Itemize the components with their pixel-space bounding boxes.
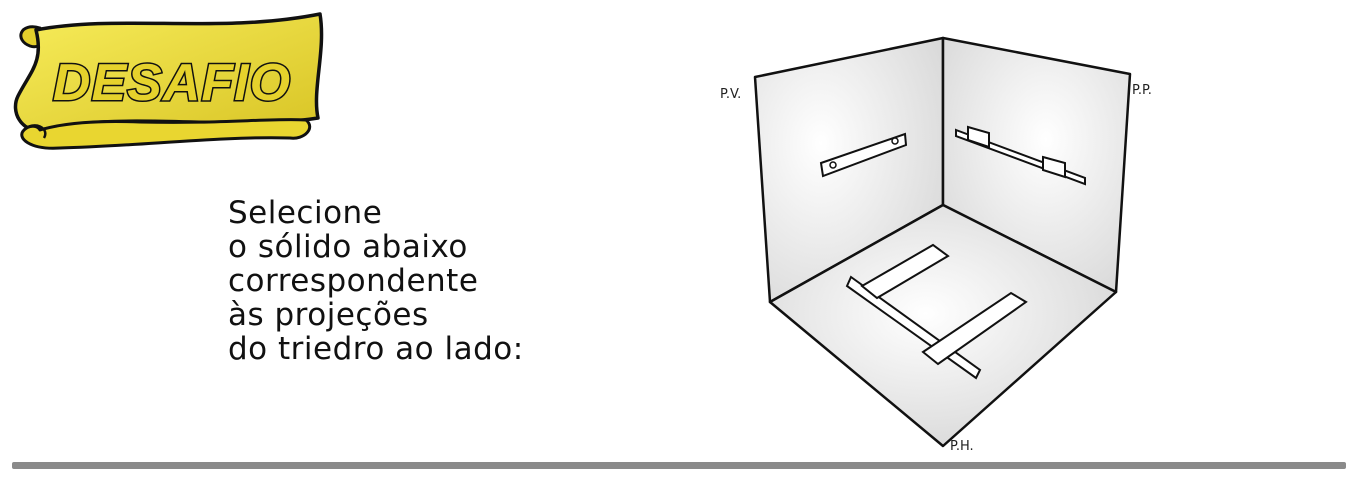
label-ph: P.H. (950, 439, 974, 454)
instruction-line: correspondente (228, 263, 479, 299)
bottom-divider (12, 462, 1346, 469)
instruction-text (228, 196, 524, 366)
desafio-banner (0, 0, 340, 160)
instruction-line: Selecione (228, 195, 383, 231)
instruction-line: do triedro ao lado: (228, 331, 524, 367)
scroll-bottom-roll (22, 120, 310, 149)
banner-title: DESAFIO (52, 54, 292, 112)
label-pp: P.P. (1132, 83, 1152, 98)
label-pv: P.V. (720, 87, 742, 102)
triedro-diagram (700, 30, 1170, 460)
instruction-line: o sólido abaixo (228, 229, 468, 265)
instruction-line: às projeções (228, 297, 429, 333)
